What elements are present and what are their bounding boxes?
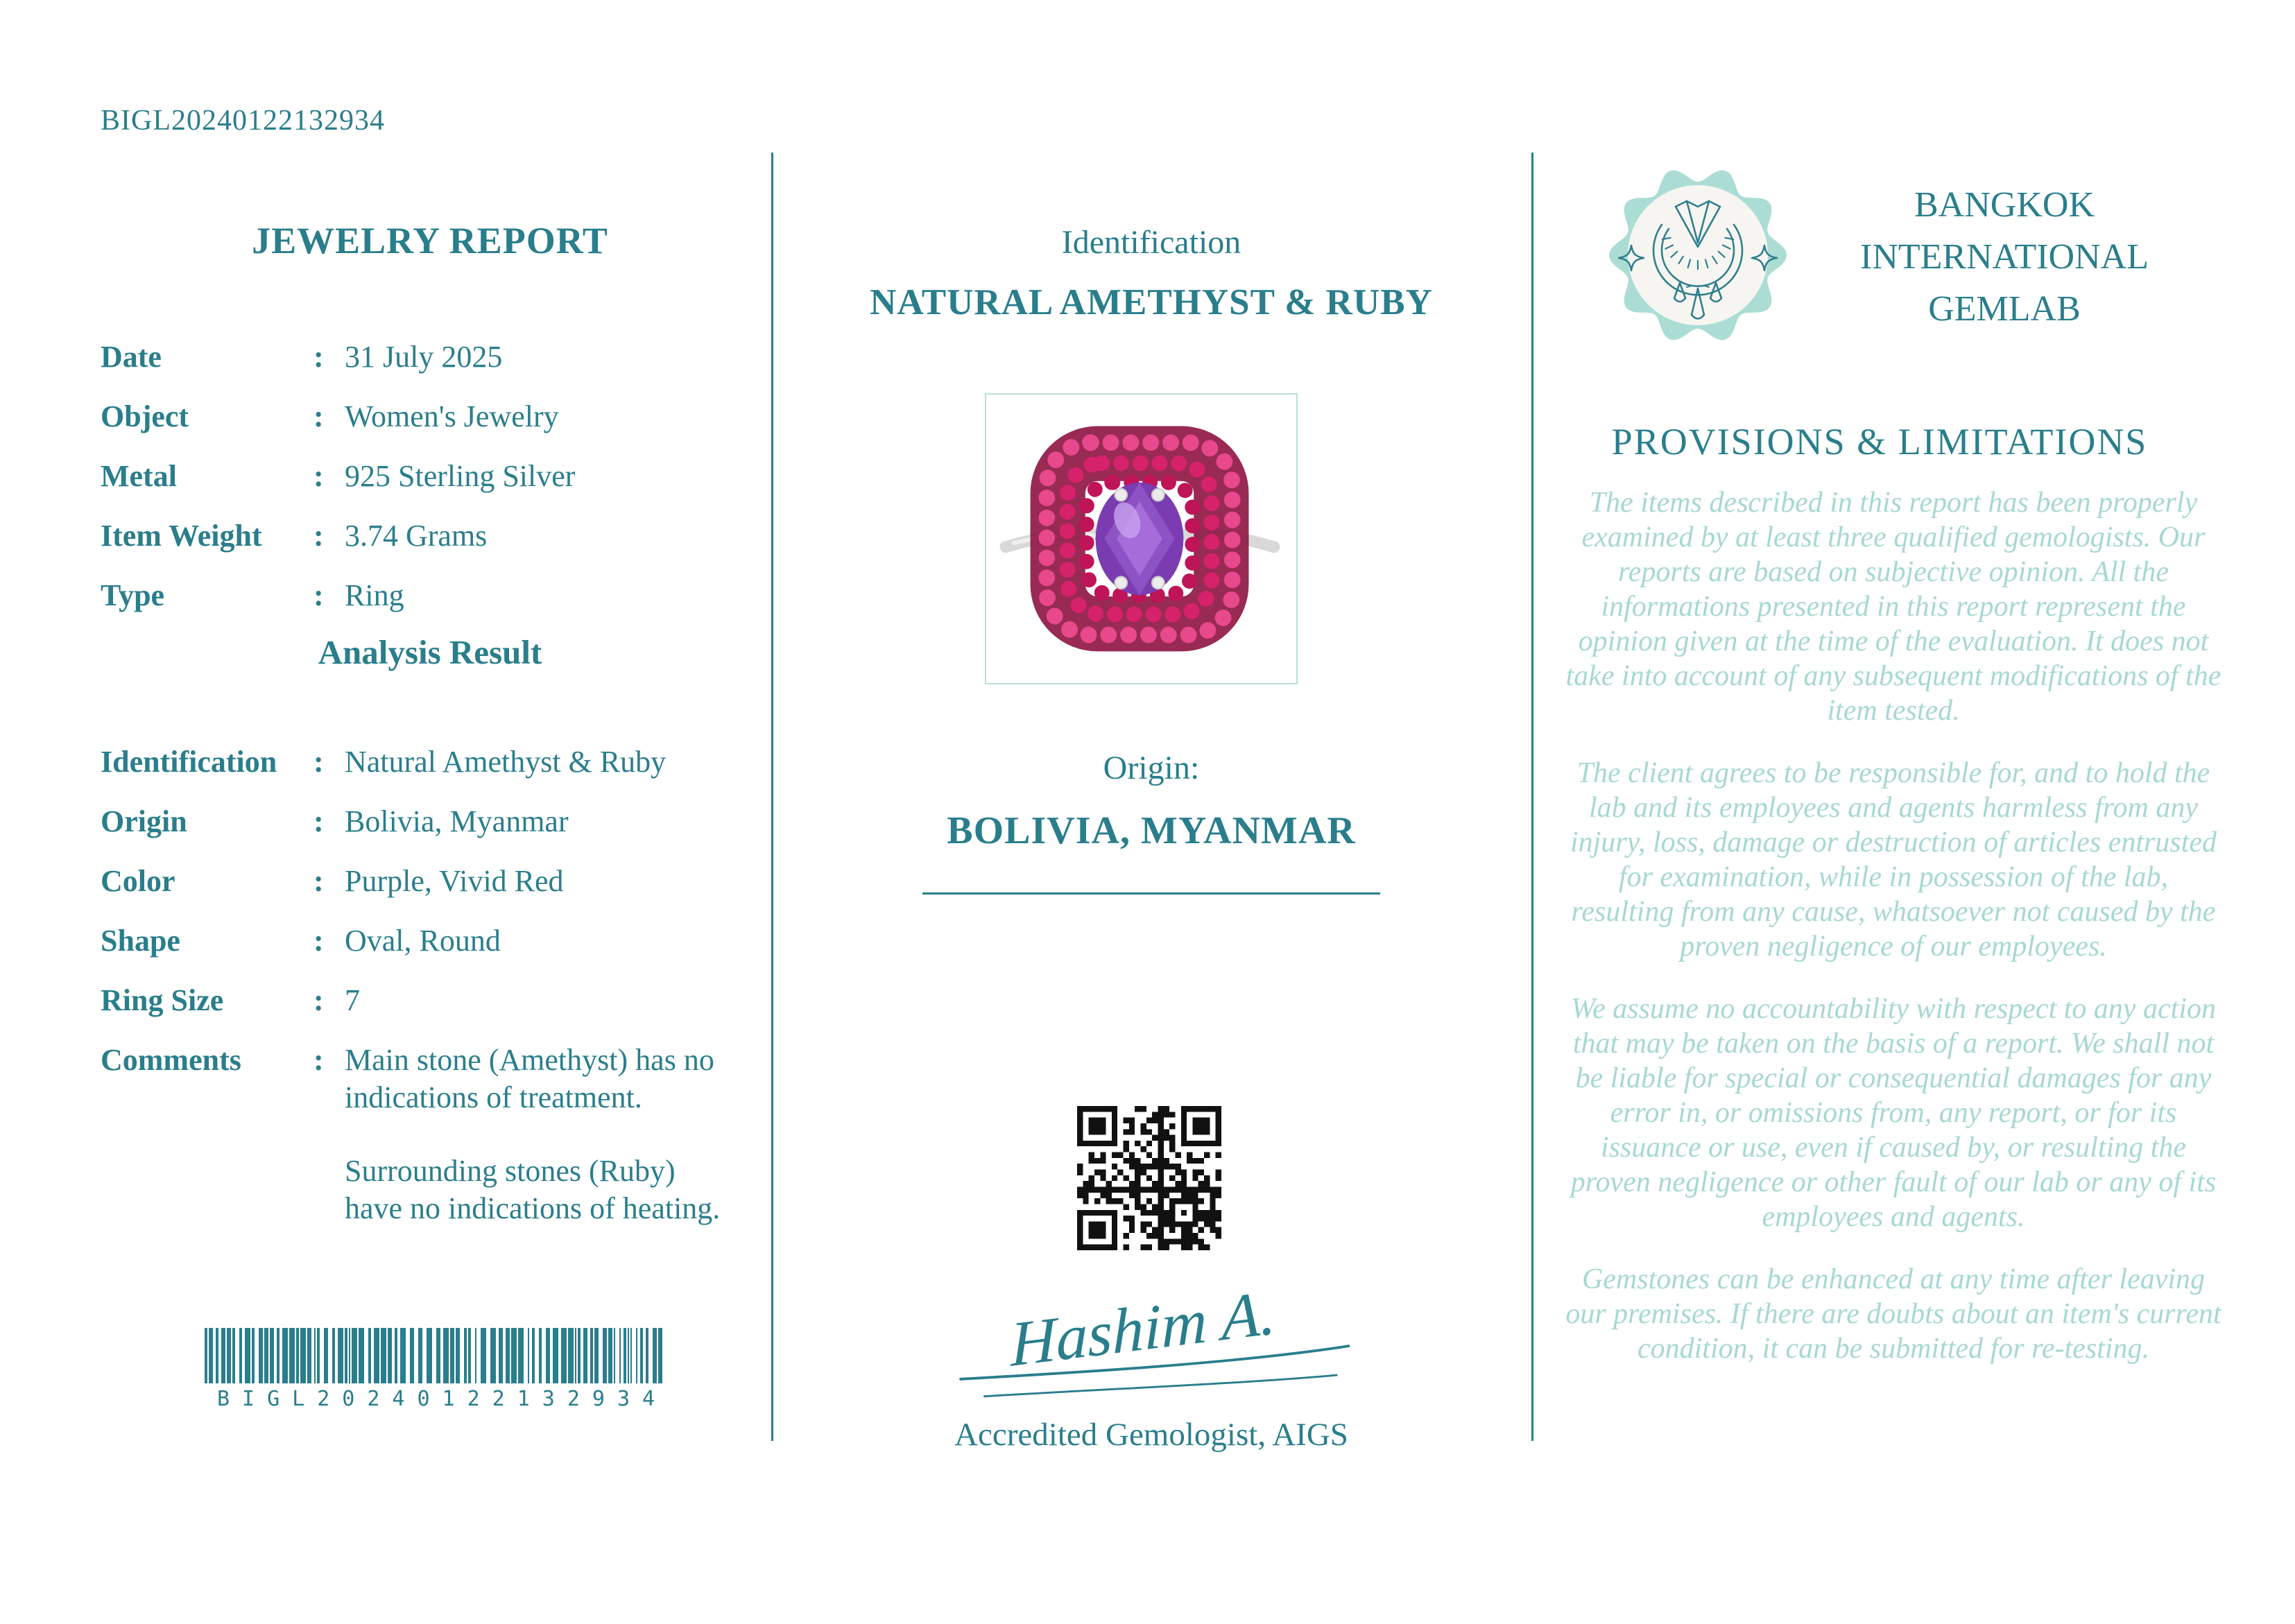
row-colon: : <box>313 459 324 493</box>
row-colon: : <box>313 519 324 553</box>
row-value: Bolivia, Myanmar <box>345 804 569 838</box>
comments-second-paragraph: Surrounding stones (Ruby) have no indications of heating. <box>345 1154 721 1225</box>
ring-photo-frame <box>985 393 1298 684</box>
provisions-paragraphs <box>1564 485 2223 1394</box>
row-value: Natural Amethyst & Ruby <box>345 745 667 779</box>
provisions-title: PROVISIONS & LIMITATIONS <box>1611 421 2148 463</box>
row-value: 31 July 2025 <box>345 340 503 374</box>
analysis-row-identification <box>101 743 780 781</box>
row-colon: : <box>313 745 324 779</box>
report-number: BIGL20240122132934 <box>101 105 385 137</box>
row-label: Comments <box>101 1043 241 1077</box>
row-value: Purple, Vivid Red <box>345 864 564 898</box>
identification-section-title: Identification <box>1061 224 1241 261</box>
analysis-row-color <box>101 863 780 900</box>
column-divider-right <box>1531 153 1533 1441</box>
lab-name <box>1803 179 2206 335</box>
provisions-paragraph-1: The items described in this report has been properly examined by at least three qualified gemologists. Our reports are based on subjective opinion. All the informations presented in this report represent the opinion given at the time of the evaluation. It does not take into account of any subsequent modifications of the item tested. <box>1565 487 2221 727</box>
gemologist-title: Accredited Gemologist, AIGS <box>954 1417 1348 1453</box>
row-value: 925 Sterling Silver <box>345 459 576 493</box>
row-value: Ring <box>345 578 404 612</box>
row-label: Origin <box>101 804 187 838</box>
origin-underline <box>922 892 1380 895</box>
qr-code-icon <box>1077 1106 1221 1250</box>
identification-value: NATURAL AMETHYST & RUBY <box>870 282 1433 322</box>
row-label: Date <box>101 340 162 374</box>
detail-row-item-weight <box>101 517 780 555</box>
row-label: Ring Size <box>101 983 224 1017</box>
gemlab-badge-logo-icon <box>1604 161 1792 349</box>
provisions-paragraph-4: Gemstones can be enhanced at any time after leaving our premises. If there are doubts about an item's current condition, it can be submitted for re-testing. <box>1565 1263 2221 1365</box>
row-colon: : <box>313 983 324 1017</box>
row-colon: : <box>313 340 324 374</box>
lab-name-line-3: GEMLAB <box>1928 289 2081 329</box>
row-colon: : <box>313 578 324 612</box>
detail-row-object <box>101 398 780 435</box>
row-colon: : <box>313 399 324 433</box>
provisions-paragraph-3: We assume no accountability with respect to any action that may be taken on the basis of a report. We shall not be liable for special or consequential damages for any error in, or omissions from, any report, or for its issuance or use, even if caused by, or resulting the proven negligence or other fault of our lab or any of its employees and agents. <box>1570 993 2217 1233</box>
provisions-paragraph-2: The client agrees to be responsible for, and to hold the lab and its employees and agents harmless from any injury, loss, damage or destruction of articles entrusted for examination, while in possession of the lab, resulting from any cause, whatsoever not caused by the proven negligence of our employees. <box>1570 757 2217 962</box>
row-label: Identification <box>101 745 277 779</box>
ring-photo <box>986 395 1293 680</box>
row-value: 7 <box>345 983 360 1017</box>
signature-name: Hashim A. <box>1010 1276 1277 1380</box>
row-value: Women's Jewelry <box>345 399 559 433</box>
analysis-result-title: Analysis Result <box>318 633 542 671</box>
page-title: JEWELRY REPORT <box>252 220 608 261</box>
detail-row-type <box>101 577 780 614</box>
row-label: Shape <box>101 924 180 958</box>
origin-section-title: Origin: <box>1103 750 1200 786</box>
row-colon: : <box>313 804 324 838</box>
row-label: Item Weight <box>101 519 262 553</box>
detail-row-metal <box>101 458 780 495</box>
analysis-row-shape <box>101 922 780 960</box>
analysis-row-comments <box>101 1042 780 1116</box>
handwritten-signature-icon <box>909 1275 1394 1420</box>
row-colon: : <box>313 1043 324 1077</box>
barcode <box>205 1328 662 1383</box>
lab-name-line-2: INTERNATIONAL <box>1860 237 2149 277</box>
row-value: Oval, Round <box>345 924 501 958</box>
detail-row-date <box>101 338 780 376</box>
row-value: 3.74 Grams <box>345 519 488 553</box>
lab-name-line-1: BANGKOK <box>1914 185 2095 225</box>
row-colon: : <box>313 864 324 898</box>
row-label: Color <box>101 864 175 898</box>
row-label: Metal <box>101 459 177 493</box>
origin-value: BOLIVIA, MYANMAR <box>947 809 1356 852</box>
row-value: Main stone (Amethyst) has no indications of treatment. <box>345 1043 714 1114</box>
analysis-row-origin <box>101 803 780 840</box>
row-label: Object <box>101 399 189 433</box>
analysis-row-ring-size <box>101 982 780 1019</box>
row-colon: : <box>313 924 324 958</box>
row-label: Type <box>101 578 165 612</box>
barcode-text: BIGL20240122132934 <box>217 1387 668 1411</box>
